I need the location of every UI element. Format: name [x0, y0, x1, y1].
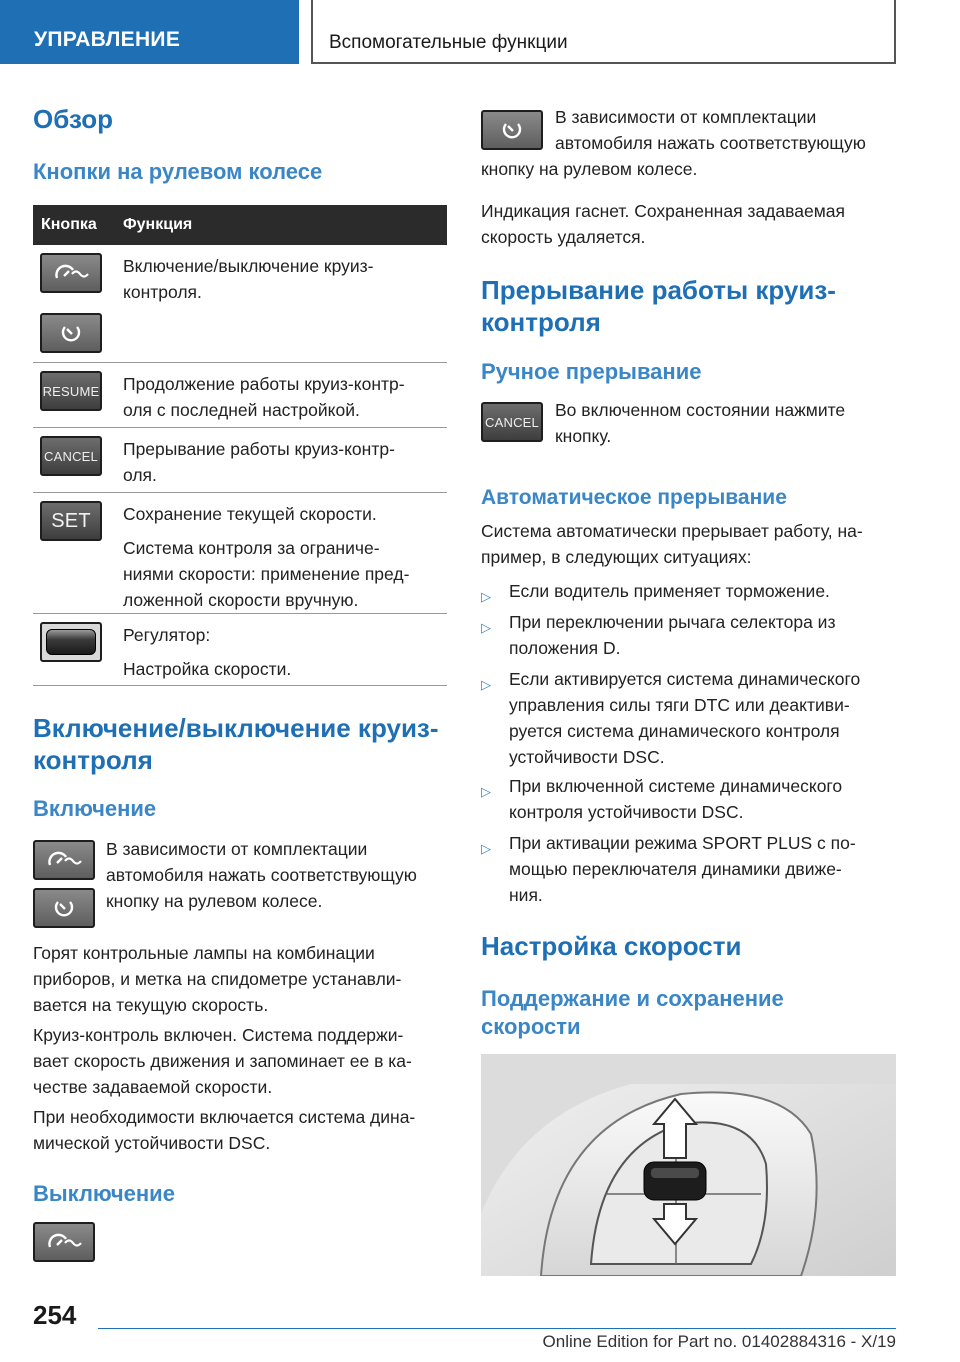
steering-wheel-photo — [481, 1054, 896, 1276]
table-row-divider — [33, 362, 447, 363]
table-row-divider — [33, 492, 447, 493]
table-bottom-line — [33, 685, 447, 686]
table-row-divider — [33, 613, 447, 614]
list-item: ▷ При активации режима SPORT PLUS с по- мощью переключателя динамики движе- ния. — [481, 833, 856, 905]
table-header — [33, 205, 447, 245]
list-item: ▷ При включенной системе динамического контроля устойчивости DSC. — [481, 776, 843, 822]
cruise-gauge-button-icon — [40, 313, 102, 353]
speed-setting-title: Настройка скорости — [481, 931, 742, 961]
keep-speed-title: Поддержание и сохранение скорости — [481, 986, 784, 1039]
on-paragraph-2: Круиз-контроль включен. Система поддержи- вает скорость движения и запоминает ее в ка- честве задаваемой скорости. — [33, 1025, 412, 1097]
cruise-speedo-button-icon — [33, 840, 95, 880]
list-item: ▷ Если водитель применяет торможение. — [481, 578, 896, 604]
interrupt-title: Прерывание работы круиз- контроля — [481, 275, 836, 337]
cruise-speedo-button-icon — [40, 253, 102, 293]
off-text-line1: В зависимости от комплектации автомобиля нажать соответствующую — [555, 107, 866, 153]
cruise-gauge-button-icon — [481, 110, 543, 150]
cruise-speedo-button-icon — [33, 1222, 95, 1262]
auto-interrupt-text: Система автоматически прерывает работу, на- пример, в следующих ситуациях: — [481, 521, 863, 567]
page-number: 254 — [33, 1300, 77, 1330]
manual-interrupt-text: Во включенном состоянии нажмите кнопку. — [555, 400, 846, 446]
row3-function: Прерывание работы круиз-контр- оля. — [123, 439, 395, 485]
bullet-triangle-icon: ▷ — [481, 784, 491, 799]
list-item: ▷ Если активируется система динамического управления силы тяги DTC или деактиви- руется система динамического контроля устойчивости DSC. — [481, 669, 861, 767]
on-text: В зависимости от комплектации автомобиля нажать соответствующую кнопку на рулевом колесе. — [106, 839, 417, 911]
col-function-header: Функция — [123, 216, 193, 233]
set-button-icon: SET — [40, 501, 102, 541]
off-paragraph: Индикация гаснет. Сохраненная задаваемая скорость удаляется. — [481, 201, 845, 247]
footer-edition: Online Edition for Part no. 01402884316 - X/19 — [542, 1332, 896, 1351]
wheel-buttons-title: Кнопки на рулевом колесе — [33, 159, 323, 184]
row1-function: Включение/выключение круиз- контроля. — [123, 256, 374, 302]
off-title: Выключение — [33, 1181, 175, 1206]
row5-function: Регулятор: Настройка скорости. — [123, 625, 292, 679]
table-row-divider — [33, 427, 447, 428]
header-chapter: Вспомогательные функции — [311, 0, 896, 64]
bullet-triangle-icon: ▷ — [481, 841, 491, 856]
on-paragraph-3: При необходимости включается система дина- мической устойчивости DSC. — [33, 1107, 416, 1153]
cruise-gauge-button-icon — [33, 888, 95, 928]
overview-title: Обзор — [33, 104, 113, 134]
footer-divider — [98, 1328, 896, 1329]
resume-button-icon: RESUME — [40, 371, 102, 411]
bullet-triangle-icon: ▷ — [481, 620, 491, 635]
row2-function: Продолжение работы круиз-контр- оля с последней настройкой. — [123, 374, 405, 420]
cancel-button-icon: CANCEL — [481, 402, 543, 442]
on-paragraph-1: Горят контрольные лампы на комбинации приборов, и метка на спидометре устанавли- вается на текущую скорость. — [33, 943, 402, 1015]
rocker-switch-icon — [40, 622, 102, 662]
cancel-button-icon: CANCEL — [40, 436, 102, 476]
onoff-title: Включение/выключение круиз- контроля — [33, 713, 439, 775]
col-button-header: Кнопка — [41, 216, 97, 233]
list-item: ▷ При переключении рычага селектора из положения D. — [481, 612, 836, 658]
row4-function: Сохранение текущей скорости. Система контроля за ограниче- ниями скорости: применение пред- ложенной скорости вручную. — [123, 504, 410, 610]
bullet-triangle-icon: ▷ — [481, 677, 491, 692]
header-section-tab: УПРАВЛЕНИЕ — [0, 0, 299, 64]
bullet-triangle-icon: ▷ — [481, 589, 491, 604]
on-title: Включение — [33, 796, 157, 821]
auto-interrupt-title: Автоматическое прерывание — [481, 486, 787, 509]
manual-interrupt-title: Ручное прерывание — [481, 359, 702, 384]
off-text-line3: кнопку на рулевом колесе. — [481, 159, 698, 179]
